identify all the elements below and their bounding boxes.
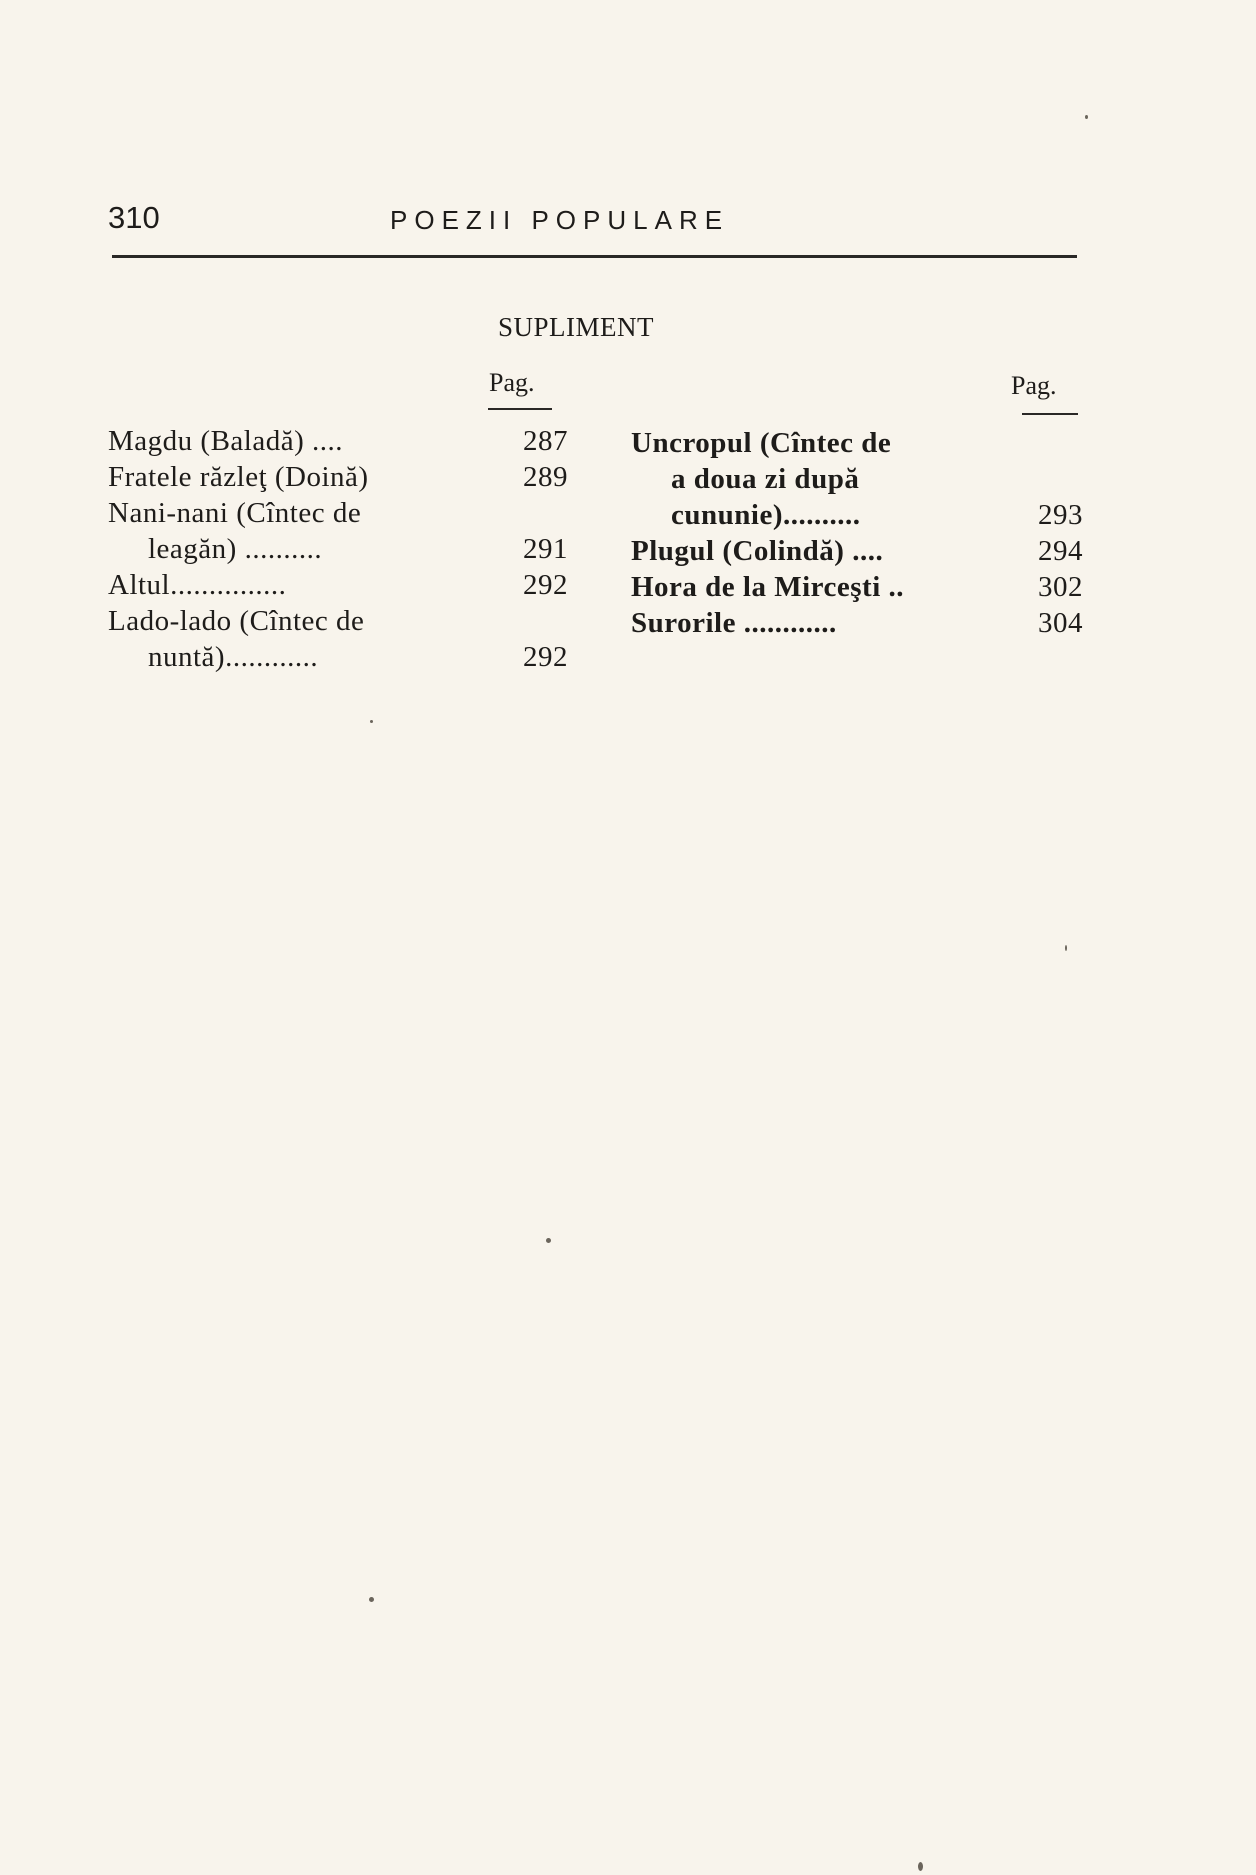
toc-left-column <box>108 423 568 675</box>
toc-entry-title: Fratele răzleţ (Doină) <box>108 461 369 493</box>
toc-entry <box>108 531 568 567</box>
toc-entry-page: 293 <box>1038 499 1083 531</box>
toc-entry <box>108 639 568 675</box>
right-column-page-heading: Pag. <box>1011 371 1057 400</box>
toc-entry-title: a doua zi după <box>671 463 860 495</box>
toc-entry-title: Magdu (Baladă) .... <box>108 425 343 457</box>
toc-entry-title: cununie).......... <box>671 499 861 531</box>
toc-entry <box>631 533 1083 569</box>
paper-speck <box>1085 115 1088 119</box>
toc-entry <box>631 569 1083 605</box>
toc-entry-page: 289 <box>523 461 568 493</box>
toc-entry-page: 304 <box>1038 607 1083 639</box>
running-title: POEZII POPULARE <box>390 205 730 235</box>
toc-entry-page: 292 <box>523 641 568 673</box>
toc-entry-title: Plugul (Colindă) .... <box>631 535 884 567</box>
toc-entry <box>631 461 1083 497</box>
paper-speck <box>918 1862 923 1871</box>
toc-entry-title: Uncropul (Cîntec de <box>631 427 892 459</box>
toc-entry <box>108 603 568 639</box>
toc-entry-page: 302 <box>1038 571 1083 603</box>
toc-entry-title: Nani-nani (Cîntec de <box>108 497 362 529</box>
toc-entry-page: 291 <box>523 533 568 565</box>
paper-speck <box>546 1238 551 1243</box>
toc-entry-title: Altul............... <box>108 569 287 601</box>
toc-entry <box>108 495 568 531</box>
paper-speck <box>369 1597 374 1602</box>
left-column-heading-rule <box>488 408 552 410</box>
toc-entry <box>108 423 568 459</box>
toc-entry <box>631 497 1083 533</box>
left-column-page-heading: Pag. <box>489 368 535 397</box>
toc-entry-page: 287 <box>523 425 568 457</box>
toc-entry-page: 292 <box>523 569 568 601</box>
right-column-heading-rule <box>1022 413 1078 415</box>
paper-speck <box>370 720 373 723</box>
page-number: 310 <box>108 200 160 235</box>
toc-entry-page: 294 <box>1038 535 1083 567</box>
header-rule <box>112 255 1077 258</box>
toc-entry-title: Surorile ............ <box>631 607 837 639</box>
toc-entry <box>108 459 568 495</box>
toc-entry-title: nuntă)............ <box>148 641 319 673</box>
toc-entry-title: Lado-lado (Cîntec de <box>108 605 365 637</box>
paper-speck <box>1065 945 1067 951</box>
toc-entry <box>108 567 568 603</box>
toc-right-column <box>631 425 1083 641</box>
section-title: SUPLIMENT <box>498 312 655 342</box>
toc-entry-title: leagăn) .......... <box>148 533 323 565</box>
toc-entry <box>631 425 1083 461</box>
toc-entry-title: Hora de la Mirceşti .. <box>631 571 905 603</box>
toc-entry <box>631 605 1083 641</box>
